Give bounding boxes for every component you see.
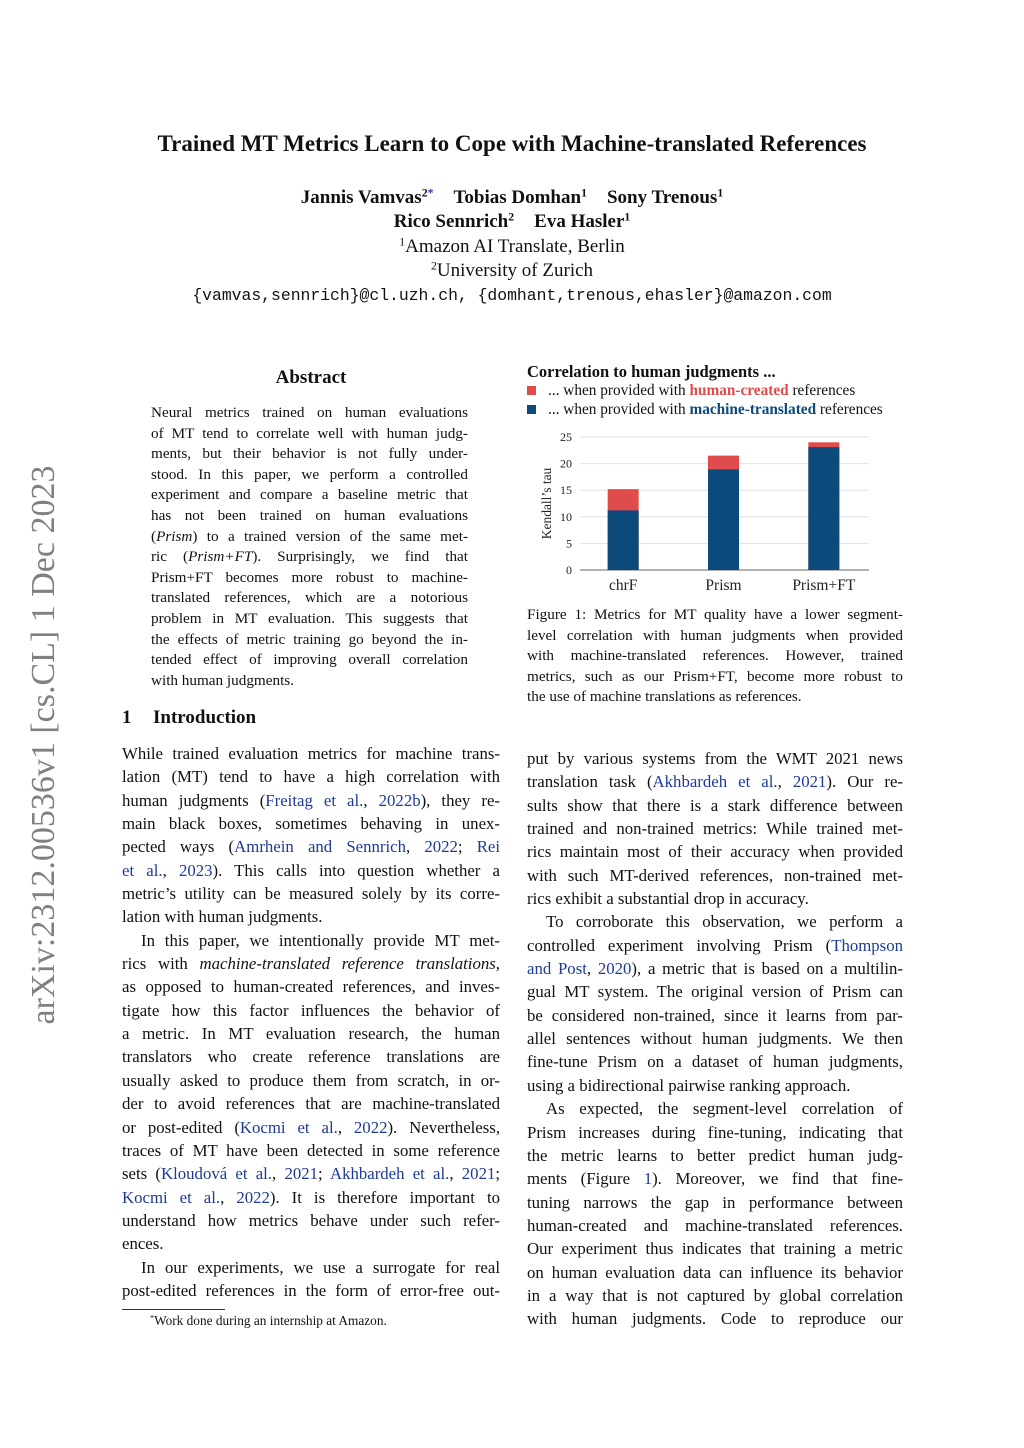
citation-link[interactable]: Amrhein and Sennrich bbox=[234, 837, 406, 857]
author-name: Tobias Domhan bbox=[453, 187, 582, 208]
citation-link[interactable]: and Post bbox=[527, 959, 587, 979]
y-tick-label: 20 bbox=[560, 456, 572, 471]
text-line: and Post, 2020), a metric that is based on a multilin- bbox=[527, 959, 904, 979]
text-line: sets (Kloudová et al., 2021; Akhbardeh et al., 2021; bbox=[122, 1164, 501, 1184]
text-line: (Prism) to a trained version of the same met- bbox=[151, 527, 468, 545]
paragraph bbox=[122, 742, 500, 929]
text-line: Prism increases during fine-tuning, indicating that bbox=[527, 1122, 903, 1142]
citation-link[interactable]: Freitag et al. bbox=[265, 790, 364, 810]
citation-link[interactable]: Kloudová et al. bbox=[160, 1164, 273, 1184]
text-line: with machine-translated references. However, trained bbox=[527, 647, 903, 664]
citation-link[interactable]: 2021 bbox=[461, 1164, 496, 1184]
citation-link[interactable]: Akhbardeh et al. bbox=[652, 772, 778, 792]
legend-highlight: machine-translated bbox=[689, 401, 817, 418]
paragraph bbox=[527, 910, 903, 1097]
footnote-divider bbox=[122, 1309, 225, 1310]
footnote-marker: * bbox=[427, 186, 434, 200]
text-line: In this paper, we intentionally provide MT met- bbox=[141, 930, 500, 950]
author bbox=[453, 187, 587, 208]
italic-text: Prism+FT bbox=[188, 548, 253, 566]
citation-link[interactable]: 2022 bbox=[424, 837, 458, 857]
text-line: lation (MT) tend to have a high correlation with bbox=[122, 767, 500, 787]
text-line: Prism+FT becomes more robust to machine- bbox=[151, 568, 468, 586]
citation-link[interactable]: Akhbardeh et al. bbox=[329, 1164, 450, 1184]
text-line: Our experiment thus indicates that training a metric bbox=[527, 1239, 903, 1259]
legend-text: ... when provided with bbox=[548, 382, 690, 399]
text-line: Figure 1: Metrics for MT quality have a lower segment- bbox=[527, 606, 903, 623]
author-line-1 bbox=[0, 187, 1024, 209]
text-line: with human judgments. Code to reproduce our bbox=[527, 1309, 903, 1329]
chart-title: Correlation to human judgments ... bbox=[527, 362, 776, 381]
y-tick-label: 10 bbox=[560, 509, 572, 524]
paragraph bbox=[151, 403, 468, 691]
affiliation-name: University of Zurich bbox=[436, 260, 594, 281]
paragraph bbox=[527, 1097, 903, 1330]
text-line: ments (Figure 1). Moreover, we find that fine- bbox=[527, 1169, 903, 1189]
legend-swatch-red bbox=[527, 386, 536, 395]
text-line: understand how metrics behave under such refer- bbox=[122, 1210, 500, 1230]
text-line: a metric. In MT evaluation research, the human bbox=[122, 1024, 500, 1044]
text-line: post-edited references in the form of error-free out- bbox=[122, 1280, 500, 1300]
text-line: has not been trained on human evaluations bbox=[151, 506, 468, 524]
text-line: translation task (Akhbardeh et al., 2021). Our re- bbox=[527, 772, 903, 792]
legend-text: references bbox=[788, 382, 856, 399]
text-line: tigate how this factor influences the behavior of bbox=[122, 1000, 500, 1020]
text-line: der to avoid references that are machine-translated bbox=[122, 1094, 500, 1114]
affiliation-1 bbox=[0, 236, 1024, 258]
text-line: human judgments (Freitag et al., 2022b), they re- bbox=[122, 790, 501, 810]
text-line: or post-edited (Kocmi et al., 2022). Nevertheless, bbox=[122, 1117, 501, 1137]
right-column-body bbox=[527, 747, 903, 1331]
text-line: Neural metrics trained on human evaluations bbox=[151, 404, 468, 421]
citation-link[interactable]: 2022 bbox=[353, 1117, 388, 1137]
y-tick-label: 5 bbox=[566, 536, 572, 551]
text-line: tuning narrows the gap in performance between bbox=[527, 1192, 903, 1212]
y-tick-label: 0 bbox=[566, 563, 572, 577]
text-line: gual MT system. The original version of Prism can bbox=[527, 982, 903, 1002]
text-line: Kocmi et al., 2022). It is therefore important to bbox=[122, 1187, 500, 1207]
legend-item-machine bbox=[527, 401, 883, 419]
paragraph bbox=[122, 929, 500, 1256]
text-line: translators who create reference translations are bbox=[122, 1047, 500, 1067]
text-line: metric’s utility can be measured solely by its corre- bbox=[122, 884, 500, 904]
paragraph bbox=[527, 605, 903, 708]
text-line: lation with human judgments. bbox=[122, 907, 323, 927]
author bbox=[607, 187, 723, 208]
text-line: rics maintain most of their accuracy when provided bbox=[527, 842, 903, 862]
text-line: experiment and compare a baseline metric that bbox=[151, 486, 468, 504]
text-line: fine-tune Prism on a dataset of human judgments, bbox=[527, 1052, 903, 1072]
text-line: usually asked to produce them from scratch, in or- bbox=[122, 1070, 500, 1090]
affiliation-2 bbox=[0, 260, 1024, 282]
text-line: ments, but their behavior is not fully under- bbox=[151, 445, 468, 463]
author-name: Sony Trenous bbox=[606, 187, 718, 208]
citation-link[interactable]: Kocmi et al. bbox=[239, 1117, 338, 1137]
citation-link[interactable]: 2021 bbox=[792, 772, 827, 792]
author-name: Rico Sennrich bbox=[393, 211, 509, 232]
bar-machine-translated bbox=[708, 469, 739, 570]
text-line: the effects of metric training go beyond the in- bbox=[151, 630, 468, 648]
legend-swatch-blue bbox=[527, 405, 536, 414]
citation-link[interactable]: 2023 bbox=[178, 860, 213, 880]
text-line: traces of MT have been detected in some reference bbox=[122, 1140, 500, 1160]
italic-text: machine-translated reference translations bbox=[199, 954, 496, 974]
text-line: on human evaluation data can influence its behavior bbox=[527, 1262, 903, 1282]
paragraph bbox=[122, 1256, 500, 1303]
text-line: using a bidirectional pairwise ranking approach. bbox=[527, 1075, 851, 1095]
x-tick-label: chrF bbox=[608, 577, 638, 594]
y-tick-label: 25 bbox=[560, 430, 572, 444]
affiliation-marker: 2 bbox=[430, 259, 437, 273]
affiliation-marker: 1 bbox=[581, 186, 587, 200]
text-line: level correlation with human judgments when provided bbox=[527, 626, 903, 644]
bar-machine-translated bbox=[808, 447, 839, 570]
legend-text: ... when provided with bbox=[548, 401, 690, 418]
text-line: rics exhibit a substantial drop in accuracy. bbox=[527, 889, 809, 909]
citation-link[interactable]: Rei bbox=[476, 837, 501, 857]
citation-link[interactable]: 2022b bbox=[378, 790, 421, 810]
text-line: pected ways (Amrhein and Sennrich, 2022; Rei bbox=[122, 837, 501, 857]
arxiv-identifier: arXiv:2312.00536v1 [cs.CL] 1 Dec 2023 bbox=[25, 465, 62, 1025]
text-line: tended effect of improving overall correlation bbox=[151, 651, 468, 669]
bar-chart bbox=[520, 420, 910, 605]
text-line: translated references, which are a notorious bbox=[151, 589, 468, 607]
citation-link[interactable]: et al. bbox=[122, 860, 163, 880]
text-line: stood. In this paper, we perform a controlled bbox=[151, 465, 468, 483]
text-line: ences. bbox=[122, 1234, 164, 1254]
footnote bbox=[150, 1313, 387, 1329]
paragraph bbox=[527, 747, 903, 910]
author-line-2 bbox=[0, 211, 1024, 233]
text-line: problem in MT evaluation. This suggests that bbox=[151, 609, 468, 627]
text-line: in a way that is not captured by global correlation bbox=[527, 1285, 903, 1305]
text-line: the use of machine translations as references. bbox=[527, 688, 802, 705]
affiliation-name: Amazon AI Translate, Berlin bbox=[405, 236, 625, 257]
author-name: Jannis Vamvas bbox=[300, 187, 422, 208]
text-line: as opposed to human-created references, and inves- bbox=[122, 977, 500, 997]
legend-item-human bbox=[527, 382, 855, 400]
author-emails: {vamvas,sennrich}@cl.uzh.ch, {domhant,trenous,ehasler}@amazon.com bbox=[192, 286, 832, 305]
bar-machine-translated bbox=[608, 510, 639, 570]
affiliation-marker: 2* bbox=[421, 186, 434, 200]
affiliation-marker: 2 bbox=[508, 210, 515, 224]
section-title: Introduction bbox=[153, 707, 257, 728]
italic-text: Prism bbox=[156, 527, 193, 545]
abstract-heading: Abstract bbox=[275, 367, 347, 388]
x-tick-label: Prism bbox=[705, 577, 742, 594]
text-line: sults show that there is a stark difference between bbox=[527, 795, 903, 815]
text-line: trained and non-trained metrics: While trained met- bbox=[527, 819, 903, 839]
text-line: To corroborate this observation, we perform a bbox=[546, 912, 903, 932]
left-column-body bbox=[122, 742, 500, 1302]
text-line: et al., 2023). This calls into question whether a bbox=[122, 860, 500, 880]
author-name: Eva Hasler bbox=[534, 211, 625, 232]
text-line: main black boxes, sometimes behaving in unex- bbox=[122, 814, 500, 834]
figure-caption bbox=[527, 605, 903, 708]
affiliation-marker: 1 bbox=[399, 235, 406, 249]
affiliation-marker: 1 bbox=[624, 210, 631, 224]
section-number: 1 bbox=[122, 707, 132, 728]
citation-link[interactable]: 2022 bbox=[236, 1187, 270, 1207]
citation-link[interactable]: 1 bbox=[643, 1169, 653, 1189]
legend-highlight: human-created bbox=[689, 382, 789, 399]
affiliation-marker: 1 bbox=[717, 186, 724, 200]
footnote-text: Work done during an internship at Amazon. bbox=[154, 1313, 387, 1328]
text-line: with such MT-derived references, non-trained met- bbox=[527, 865, 903, 885]
author bbox=[394, 211, 514, 232]
text-line: of MT tend to correlate well with human judg- bbox=[151, 424, 468, 442]
y-axis-label: Kendall’s tau bbox=[539, 467, 554, 540]
text-line: with human judgments. bbox=[151, 671, 295, 689]
citation-link[interactable]: Kocmi et al. bbox=[122, 1187, 221, 1207]
text-line: put by various systems from the WMT 2021 news bbox=[527, 749, 903, 768]
legend-text: references bbox=[816, 401, 883, 418]
abstract-text bbox=[151, 403, 468, 691]
text-line: the metric learns to better predict human judg- bbox=[527, 1145, 903, 1165]
y-tick-label: 15 bbox=[560, 483, 572, 498]
author bbox=[301, 187, 434, 208]
text-line: human-created and machine-translated references. bbox=[527, 1215, 903, 1235]
paper-title: Trained MT Metrics Learn to Cope with Machine-translated References bbox=[157, 131, 867, 156]
text-line: controlled experiment involving Prism (Thompson bbox=[527, 935, 903, 955]
citation-link[interactable]: Thompson bbox=[831, 935, 903, 955]
text-line: be considered non-trained, since it learns from par- bbox=[527, 1005, 903, 1025]
text-line: While trained evaluation metrics for machine trans- bbox=[122, 744, 500, 763]
text-line: metrics, such as our Prism+FT, become more robust to bbox=[527, 667, 903, 685]
citation-link[interactable]: 2021 bbox=[284, 1164, 318, 1184]
text-line: rics with machine-translated reference translations, bbox=[122, 954, 500, 974]
x-tick-label: Prism+FT bbox=[792, 577, 856, 594]
text-line: ric (Prism+FT). Surprisingly, we find that bbox=[151, 548, 469, 566]
text-line: In our experiments, we use a surrogate for real bbox=[141, 1257, 500, 1277]
text-line: As expected, the segment-level correlation of bbox=[546, 1099, 903, 1119]
text-line: allel sentences without human judgments. We then bbox=[527, 1029, 903, 1049]
footnote-marker: * bbox=[150, 1313, 155, 1323]
author bbox=[534, 211, 630, 232]
section-heading-introduction bbox=[122, 707, 256, 729]
citation-link[interactable]: 2020 bbox=[597, 959, 632, 979]
